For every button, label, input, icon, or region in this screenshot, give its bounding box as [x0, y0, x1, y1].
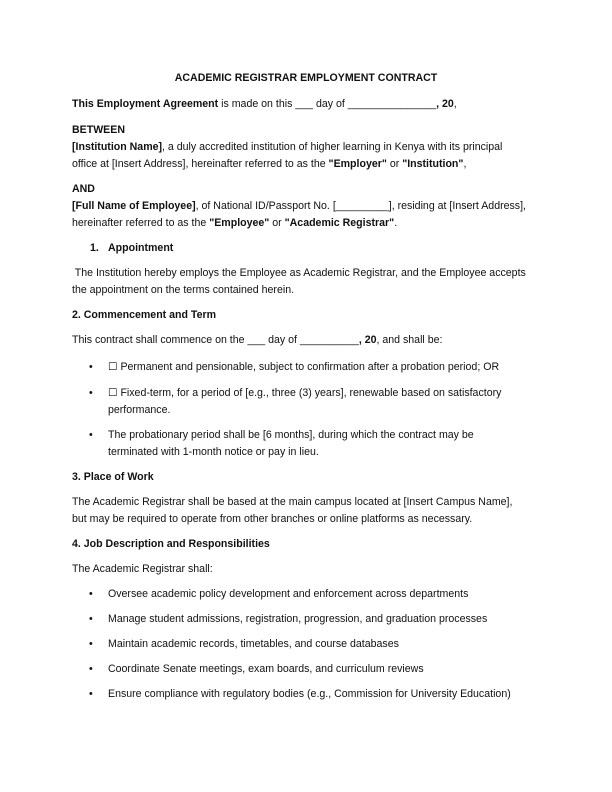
party1-name: [Institution Name] — [72, 141, 163, 153]
intro-line — [72, 98, 457, 111]
duty-item: Ensure compliance with regulatory bodies (e.g., Commission for University Education) — [108, 688, 511, 700]
intro-year: , 20 — [436, 98, 454, 110]
party1-line2 — [72, 158, 466, 171]
party1-line2-pre: office at [Insert Address], hereinafter referred to as the — [72, 158, 329, 170]
section1-line2: the appointment on the terms contained herein. — [72, 284, 295, 296]
party2-line1-rest: , of National ID/Passport No. [_________], residing at [Insert Address], — [195, 200, 526, 212]
section1-number: 1. — [90, 242, 99, 254]
party2-line1 — [72, 200, 526, 213]
party1-line2-end: , — [463, 158, 467, 170]
bullet-icon: • — [89, 588, 93, 600]
duty-item: Coordinate Senate meetings, exam boards, and curriculum reviews — [108, 663, 424, 675]
bullet-icon: • — [89, 638, 93, 650]
bullet-icon: • — [89, 361, 93, 373]
duty-item: Oversee academic policy development and enforcement across departments — [108, 588, 469, 600]
bullet-icon: • — [89, 429, 93, 441]
bullet-icon: • — [89, 688, 93, 700]
bullet-icon: • — [89, 387, 93, 399]
between-heading: BETWEEN — [72, 124, 125, 136]
intro-end: , — [453, 98, 457, 110]
party2-line2-pre: hereinafter referred to as the — [72, 217, 210, 229]
bullet-icon: • — [89, 663, 93, 675]
intro-text: is made on this ___ day of _______________ — [218, 98, 437, 110]
section1-heading: Appointment — [108, 242, 174, 254]
section2-lead-end: , and shall be: — [376, 334, 443, 346]
party1-or: or — [386, 158, 403, 170]
term-option-fixed-line1: ☐ Fixed-term, for a period of [e.g., three (3) years], renewable based on satisfactory — [108, 387, 502, 399]
duty-item: Manage student admissions, registration, progression, and graduation processes — [108, 613, 488, 625]
term-option-fixed-line2: performance. — [108, 404, 171, 416]
duty-item: Maintain academic records, timetables, and course databases — [108, 638, 399, 650]
section3-line1: The Academic Registrar shall be based at the main campus located at [Insert Campus Name], — [72, 496, 513, 508]
intro-bold-lead: This Employment Agreement — [72, 98, 219, 110]
party2-line2-end: . — [394, 217, 398, 229]
section2-lead — [72, 334, 442, 347]
party1-line1 — [72, 141, 502, 154]
bullet-icon: • — [89, 613, 93, 625]
probation-line2: terminated with 1-month notice or pay in lieu. — [108, 446, 319, 458]
employee-term: "Employee" — [209, 217, 270, 229]
party1-line1-rest: , a duly accredited institution of higher learning in Kenya with its principal — [162, 141, 503, 153]
party2-name: [Full Name of Employee] — [72, 200, 196, 212]
section1-line1: The Institution hereby employs the Employee as Academic Registrar, and the Employee accepts — [72, 267, 526, 279]
and-heading: AND — [72, 183, 95, 195]
section2-lead-year: , 20 — [358, 334, 377, 346]
probation-line1: The probationary period shall be [6 months], during which the contract may be — [108, 429, 474, 441]
registrar-term: "Academic Registrar" — [284, 217, 395, 229]
document-title: ACADEMIC REGISTRAR EMPLOYMENT CONTRACT — [174, 72, 438, 84]
institution-term: "Institution" — [402, 158, 464, 170]
party2-or: or — [269, 217, 285, 229]
section3-heading: 3. Place of Work — [72, 471, 154, 483]
section4-lead: The Academic Registrar shall: — [72, 563, 213, 575]
party2-line2 — [72, 217, 397, 230]
section3-line2: but may be required to operate from other branches or online platforms as necessary. — [72, 513, 473, 525]
section4-heading: 4. Job Description and Responsibilities — [72, 538, 270, 550]
section2-heading: 2. Commencement and Term — [72, 309, 217, 321]
section2-lead-pre: This contract shall commence on the ___ day of __________ — [72, 334, 359, 346]
employer-term: "Employer" — [328, 158, 387, 170]
term-option-permanent: ☐ Permanent and pensionable, subject to confirmation after a probation period; OR — [108, 361, 500, 373]
